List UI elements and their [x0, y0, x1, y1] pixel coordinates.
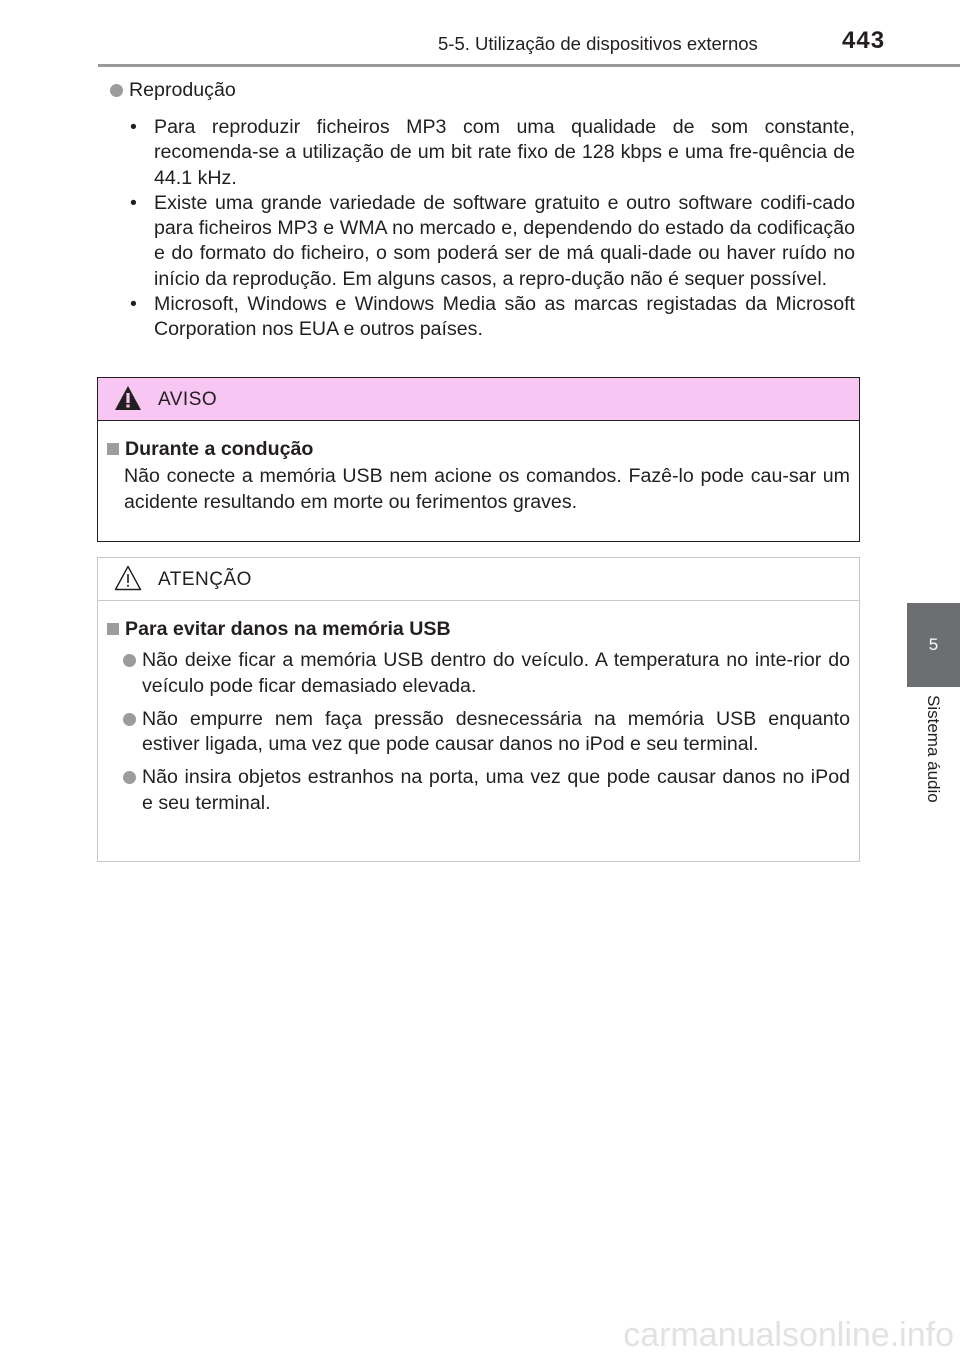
warning-box [97, 377, 860, 542]
warning-heading [107, 437, 850, 462]
bullet-mark: • [130, 116, 137, 138]
list-item-text: Não insira objetos estranhos na porta, uma vez que pode causar danos no iPod e seu terminal. [142, 766, 850, 814]
section-heading [110, 78, 855, 103]
caution-title: ATENÇÃO [158, 569, 252, 590]
caution-body [98, 601, 859, 816]
chapter-tab[interactable] [907, 603, 960, 687]
section-title: 5-5. Utilização de dispositivos externos [438, 33, 758, 54]
list-item-text: Não deixe ficar a memória USB dentro do veículo. A temperatura no inte-rior do veículo pode ficar demasiado elevada. [142, 649, 850, 697]
caution-box [97, 557, 860, 862]
bullet-list [110, 115, 855, 343]
warning-text: Não conecte a memória USB nem acione os comandos. Fazê-lo pode cau-sar um acidente resultando em morte ou ferimentos graves. [124, 465, 850, 513]
caution-icon [113, 564, 143, 592]
list-item-text: Não empurre nem faça pressão desnecessária na memória USB enquanto estiver ligada, uma vez que pode causar danos no iPod e seu terminal. [142, 707, 850, 756]
list-item [107, 765, 850, 816]
list-item [110, 115, 855, 191]
warning-heading-text: Durante a condução [125, 438, 314, 460]
list-item [107, 707, 850, 758]
main-content [110, 78, 855, 343]
caution-header [98, 558, 859, 601]
chapter-number: 5 [928, 635, 939, 654]
list-item-text: Para reproduzir ficheiros MP3 com uma qualidade de som constante, recomenda-se a utilização de um bit rate fixo de 128 kbps e uma fre-quência de 44.1 kHz. [154, 116, 855, 189]
warning-body [98, 421, 859, 515]
header-divider [98, 64, 960, 67]
chapter-label: Sistema áudio [924, 695, 943, 803]
bullet-mark: • [130, 191, 137, 214]
bullet-dot-icon [123, 771, 136, 784]
watermark-text: carmanualsonline.info [623, 1316, 954, 1354]
list-item-text: Existe uma grande variedade de software gratuito e outro software codifi-cado para ficheiros MP3 e WMA no mercado e, dependendo do estado da codificação e do formato do ficheiro, o som poderá ser de má quali-dade ou haver ruído no início da reprodução. Em alguns casos, a repro-dução não é sequer possível. [154, 191, 855, 290]
bullet-dot-icon [123, 654, 136, 667]
warning-title: AVISO [158, 389, 218, 410]
caution-heading [107, 617, 850, 642]
bullet-dot-icon [123, 713, 136, 726]
caution-heading-text: Para evitar danos na memória USB [125, 618, 451, 640]
list-item [110, 292, 855, 343]
list-item-text: Microsoft, Windows e Windows Media são as marcas registadas da Microsoft Corporation nos EUA e outros países. [154, 293, 855, 341]
warning-header [98, 378, 859, 421]
warning-icon [113, 384, 143, 412]
section-heading-text: Reprodução [129, 78, 236, 101]
page-number: 443 [842, 27, 886, 54]
square-bullet-icon [107, 623, 119, 635]
bullet-dot-icon [110, 84, 123, 97]
list-item [107, 648, 850, 699]
bullet-mark: • [130, 293, 137, 316]
list-item [110, 191, 855, 292]
square-bullet-icon [107, 443, 119, 455]
